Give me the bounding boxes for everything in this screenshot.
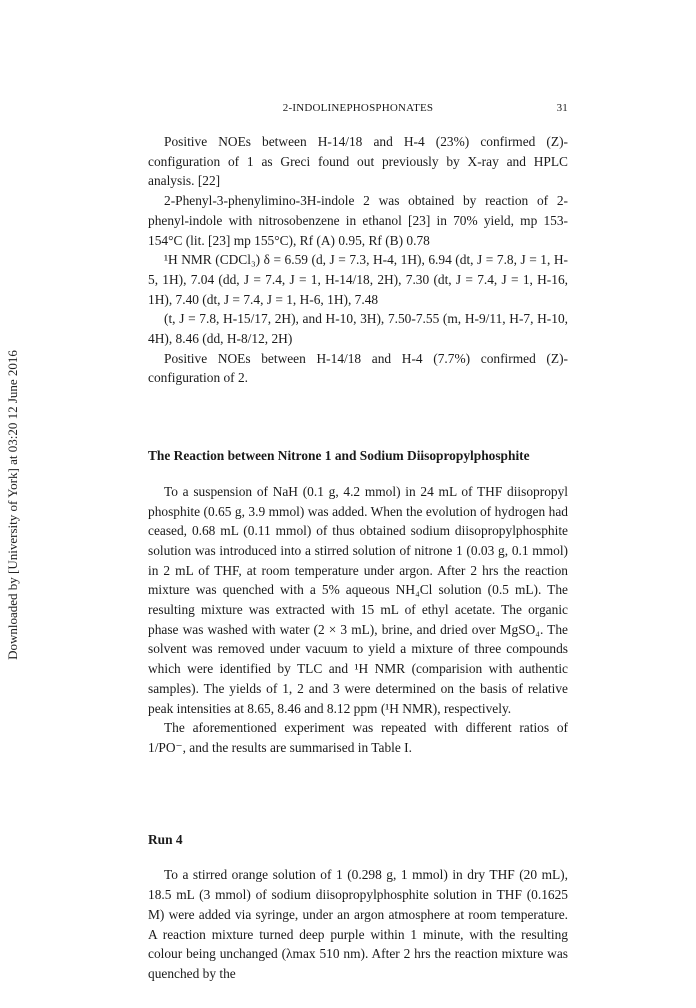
spacer <box>148 758 568 830</box>
spacer <box>148 466 568 482</box>
paragraph-procedure: To a suspension of NaH (0.1 g, 4.2 mmol) in 24 mL of THF diisopropyl phosphite (0.65 g, 3.9 mmol) was added. When the evolution of hydrogen had ceased, 0.68 mL (0.11 mmol) of thus obtained sodium diisopropylphosphite solution was introduced into a stirred solution of nitrone 1 (0.03 g, 0.1 mmol) in 2 mL of THF, at room temperature under argon. After 2 hrs the reaction mixture was quenched with a 5% aqueous NH₄Cl solution (0.5 mL). The resulting mixture was extracted with 15 mL of ethyl acetate. The organic phase was washed with water (2 × 3 mL), brine, and dried over MgSO₄. The solvent was removed under vacuum to yield a mixture of three compounds which were identified by TLC and ¹H NMR (comparision with authentic samples). The yields of 1, 2 and 3 were determined on the basis of relative peak intensities at 8.65, 8.46 and 8.12 ppm (¹H NMR), respectively. <box>148 483 568 716</box>
paragraph-ratios: The aforementioned experiment was repeated with different ratios of 1/PO⁻, and the results are summarised in Table I. <box>148 720 568 755</box>
paragraph-run-4: To a stirred orange solution of 1 (0.298 g, 1 mmol) in dry THF (20 mL), 18.5 mL (3 mmol) of sodium diisopropylphosphite solution in THF (0.1625 M) were added via syringe, under an argon atmosphere at room temperature. A reaction mixture turned deep purple within 1 minute, with the resulting colour being unchanged (λmax 510 nm). After 2 hrs the reaction mixture was quenched by the <box>148 867 568 981</box>
paragraph-noe-2: Positive NOEs between H-14/18 and H-4 (7.7%) confirmed (Z)-configuration of 2. <box>148 350 568 386</box>
spacer <box>148 388 568 446</box>
page-number: 31 <box>556 102 568 114</box>
download-notice-text: Downloaded by [University of York] at 03:20 12 June 2016 <box>5 350 20 660</box>
paragraph-noe-1: Positive NOEs between H-14/18 and H-4 (23%) confirmed (Z)-configuration of 1 as Greci found out previously by X-ray and HPLC analysis. [22] <box>148 134 568 189</box>
paragraph-nmr-data: ¹H NMR (CDCl₃) δ = 6.59 (d, J = 7.3, H-4, 1H), 6.94 (dt, J = 7.8, J = 1, H-5, 1H), 7.04 (dd, J = 7.4, J = 1, H-14/18, 2H), 7.30 (dt, J = 7.4, J = 1, H-16, 1H), 7.40 (dt, J = 7.4, J = 1, H-6, 1H), 7.48 <box>148 252 568 307</box>
paragraph-nmr-continued: (t, J = 7.8, H-15/17, 2H), and H-10, 3H), 7.50-7.55 (m, H-9/11, H-7, H-10, 4H), 8.46 (dd, H-8/12, 2H) <box>148 311 568 347</box>
paragraph-compound-2: 2-Phenyl-3-phenylimino-3H-indole 2 was obtained by reaction of 2-phenyl-indole with nitrosobenzene in ethanol [23] in 70% yield, mp 153-154°C (lit. [23] mp 155°C), Rf (A) 0.95, Rf (B) 0.78 <box>148 193 568 248</box>
spacer <box>148 849 568 865</box>
run-heading: Run 4 <box>148 831 183 847</box>
section-heading: The Reaction between Nitrone 1 and Sodium Diisopropylphosphite <box>148 448 530 464</box>
running-title: 2-INDOLINEPHOSPHONATES <box>282 102 434 114</box>
download-watermark <box>4 350 22 660</box>
body-text <box>148 132 568 984</box>
